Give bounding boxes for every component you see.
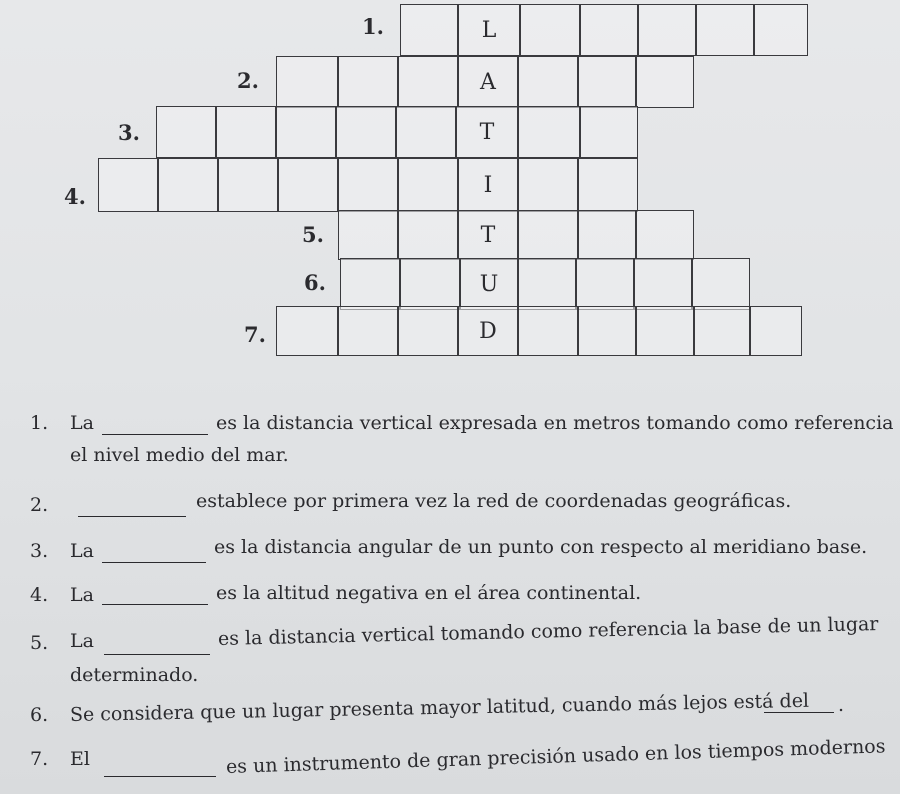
- crossword-cell[interactable]: [216, 106, 276, 158]
- crossword-cell[interactable]: [634, 258, 692, 310]
- crossword-cell[interactable]: [518, 210, 578, 260]
- crossword-cell[interactable]: [398, 56, 458, 108]
- row-number-3: 3.: [118, 120, 140, 145]
- clue-text: es un instrumento de gran precisión usado en los tiempos modernos: [225, 735, 886, 778]
- crossword-cell-highlight[interactable]: A: [458, 56, 518, 108]
- crossword-cell[interactable]: [340, 258, 400, 310]
- clue-text: La: [70, 630, 94, 652]
- crossword-cell[interactable]: [338, 210, 398, 260]
- clue-text: La: [70, 584, 94, 606]
- answer-blank[interactable]: [104, 776, 216, 777]
- crossword-cell[interactable]: [578, 306, 636, 356]
- crossword-cell[interactable]: [398, 210, 458, 260]
- crossword-cell[interactable]: [636, 210, 694, 260]
- crossword-cell[interactable]: [218, 158, 278, 212]
- crossword-cell-highlight[interactable]: L: [458, 4, 520, 56]
- crossword-cell-highlight[interactable]: D: [458, 306, 518, 356]
- answer-blank[interactable]: [764, 712, 834, 713]
- crossword-cell[interactable]: [276, 56, 338, 108]
- crossword-cell[interactable]: [338, 56, 398, 108]
- crossword-cell[interactable]: [580, 4, 638, 56]
- answer-blank[interactable]: [102, 434, 208, 435]
- answer-blank[interactable]: [102, 562, 206, 563]
- crossword-cell[interactable]: [398, 306, 458, 356]
- crossword-cell[interactable]: [156, 106, 216, 158]
- crossword-cell[interactable]: [578, 158, 638, 212]
- clue-text: El: [70, 748, 90, 770]
- clue-text: es la distancia angular de un punto con respecto al meridiano base.: [214, 536, 868, 558]
- row-number-6: 6.: [304, 270, 326, 295]
- clue-number: 1.: [30, 412, 49, 434]
- clue-number: 4.: [30, 584, 49, 606]
- crossword-cell[interactable]: [338, 158, 398, 212]
- crossword-cell[interactable]: [400, 258, 460, 310]
- crossword-cell[interactable]: [518, 258, 576, 310]
- crossword-cell[interactable]: [518, 56, 578, 108]
- crossword-cell[interactable]: [158, 158, 218, 212]
- row-number-4: 4.: [64, 184, 86, 209]
- crossword-cell[interactable]: [696, 4, 754, 56]
- crossword-cell[interactable]: [336, 106, 396, 158]
- clue-number: 7.: [30, 748, 49, 770]
- clue-number: 3.: [30, 540, 49, 562]
- crossword-cell[interactable]: [694, 306, 750, 356]
- clue-text: La: [70, 412, 94, 434]
- crossword-cell[interactable]: [98, 158, 158, 212]
- clue-text: Se considera que un lugar presenta mayor latitud, cuando más lejos está del: [69, 689, 810, 726]
- crossword-cell[interactable]: [692, 258, 750, 310]
- clue-text: es la altitud negativa en el área continental.: [216, 582, 642, 604]
- crossword-cell[interactable]: [278, 158, 338, 212]
- row-number-7: 7.: [244, 322, 266, 347]
- clue-text: es la distancia vertical expresada en metros tomando como referencia: [216, 412, 894, 434]
- answer-blank[interactable]: [102, 604, 208, 605]
- crossword-cell[interactable]: [520, 4, 580, 56]
- crossword-cell[interactable]: [338, 306, 398, 356]
- clue-number: 6.: [30, 704, 49, 726]
- crossword-cell-highlight[interactable]: T: [456, 106, 518, 158]
- crossword-cell[interactable]: [580, 106, 638, 158]
- crossword-cell[interactable]: [396, 106, 456, 158]
- crossword-cell[interactable]: [636, 56, 694, 108]
- crossword-cell[interactable]: [638, 4, 696, 56]
- clue-text: es la distancia vertical tomando como referencia la base de un lugar: [217, 613, 879, 650]
- clue-text: determinado.: [70, 664, 199, 686]
- crossword-cell[interactable]: [398, 158, 458, 212]
- crossword-cell[interactable]: [518, 106, 580, 158]
- clue-text: La: [70, 540, 94, 562]
- row-number-2: 2.: [237, 68, 259, 93]
- crossword-cell[interactable]: [518, 158, 578, 212]
- crossword-cell-highlight[interactable]: T: [458, 210, 518, 260]
- crossword-cell-highlight[interactable]: I: [458, 158, 518, 212]
- clue-number: 5.: [30, 632, 49, 654]
- crossword-grid: [0, 0, 900, 380]
- crossword-cell[interactable]: [518, 306, 578, 356]
- clue-text: .: [838, 694, 845, 716]
- crossword-cell[interactable]: [750, 306, 802, 356]
- crossword-cell[interactable]: [754, 4, 808, 56]
- clue-text: el nivel medio del mar.: [70, 444, 289, 466]
- row-number-5: 5.: [302, 222, 324, 247]
- crossword-cell[interactable]: [578, 56, 636, 108]
- row-number-1: 1.: [362, 14, 384, 39]
- crossword-cell-highlight[interactable]: U: [460, 258, 518, 310]
- crossword-cell[interactable]: [276, 106, 336, 158]
- clue-number: 2.: [30, 494, 49, 516]
- clue-text: establece por primera vez la red de coordenadas geográficas.: [196, 490, 792, 512]
- crossword-cell[interactable]: [276, 306, 338, 356]
- crossword-cell[interactable]: [636, 306, 694, 356]
- answer-blank[interactable]: [104, 654, 210, 655]
- answer-blank[interactable]: [78, 516, 186, 517]
- crossword-cell[interactable]: [400, 4, 458, 56]
- crossword-cell[interactable]: [578, 210, 636, 260]
- crossword-cell[interactable]: [576, 258, 634, 310]
